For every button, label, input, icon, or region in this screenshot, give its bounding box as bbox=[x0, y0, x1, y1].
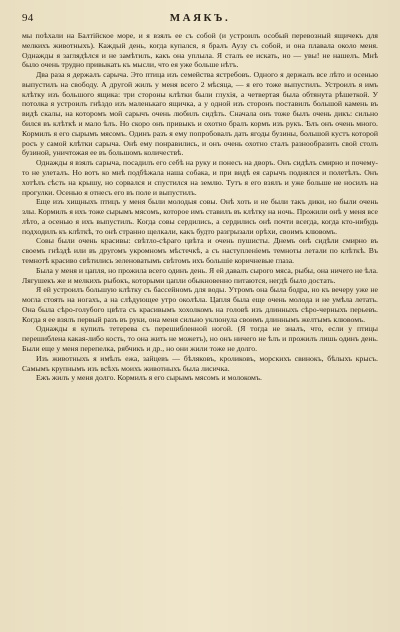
page-header bbox=[22, 12, 378, 28]
paragraph-9: Изъ животныхъ я имѣлъ ежа, зайцевъ — бѣляковъ, кроликовъ, морскихъ свинокъ, бѣлыхъ крысъ. Самымъ крупнымъ изъ всѣхъ моихъ животныхъ была лисичка. bbox=[22, 353, 378, 373]
paragraph-7: Я ей устроилъ большую клѣтку съ бассейномъ для воды. Утромъ она была бодра, но къ вечеру уже не могла стоять на ногахъ, а на слѣдующее утро околѣла. Цапля была еще очень молода и не умѣла летать. Она была сѣро-голубого цвѣта съ красивымъ хохолкомъ на головѣ изъ длинныхъ сѣро-черныхъ перьевъ. Когда я ее взялъ первый разъ въ руки, она меня сильно уклюнула своимъ длиннымъ желтымъ клювомъ. bbox=[22, 285, 378, 324]
body-text bbox=[22, 31, 378, 383]
paragraph-10: Ежъ жилъ у меня долго. Кормилъ я его сырымъ мясомъ и молокомъ. bbox=[36, 373, 262, 383]
paragraph-2: Два раза я держалъ сарыча. Это птица изъ семейства ястребовъ. Одного я держалъ все лѣто и осенью выпустилъ на свободу. А другой жилъ у меня всего 2 мѣсяца, — я его тоже выпустилъ. Устроилъ я имъ клѣтку изъ большого ящика: три стороны клѣтки были глухія, а четвертая была обтянута рѣшеткой. У потолка я устроилъ гнѣздо изъ маленькаго ящичка, а у одной изъ сторонъ поставилъ большой камень въ видѣ скалы, на которомъ мой сарычъ очень любилъ сидѣть. Сначала онъ тоже былъ очень дикъ: сильно бился въ клѣткѣ и мало ѣлъ. Но скоро онъ привыкъ и охотно бралъ кормъ изъ рукъ. Ѣлъ онъ очень много. Кормилъ я его сырымъ мясомъ. Одинъ разъ я ему попробовалъ дать ягоды бузины, большой кустъ которой росъ у самой клѣтки сарыча. Онѣ ему понравились, и онъ очень охотно сталъ разнообразить свой столъ бузиной, уничтожая ее въ большомъ количествѣ. bbox=[22, 70, 378, 158]
paragraph-4: Еще изъ хищныхъ птицъ у меня были молодыя совы. Онѣ хоть и не были такъ дики, но были очень злы. Кормилъ я ихъ тоже сырымъ мясомъ, которое имъ ставилъ въ клѣтку на ночь. Прожили онѣ у меня все лѣто, а осенью я ихъ выпустилъ. Когда совы сердились, а сердились онѣ почти всегда, когда кто-нибудь подходилъ къ клѣткѣ, то онѣ странно щелкали, какъ будто разгрызали орѣхи, своимъ клювомъ. bbox=[22, 197, 378, 236]
paragraph-5: Совы были очень красивы: свѣтло-сѣраго цвѣта и очень пушисты. Днемъ онѣ сидѣли смирно въ своемъ гнѣздѣ или въ другомъ укромномъ мѣстечкѣ, а съ наступленіемъ темноты летали по клѣткѣ. Въ темнотѣ красиво свѣтились зеленоватымъ свѣтомъ ихъ большіе коричневые глаза. bbox=[22, 236, 378, 265]
running-title: МАЯКЪ. bbox=[169, 12, 231, 24]
paragraph-6: Была у меня и цапля, но прожила всего одинъ день. Я ей давалъ сырого мяса, рыбы, она ничего не ѣла. Лягушекъ же и мелкихъ рыбокъ, которыми цапли обыкновенно питаются, негдѣ было достать. bbox=[22, 265, 378, 285]
paragraph-1: мы поѣхали на Балтійское море, и я взялъ ее съ собой (и устроилъ особый перевозный ящичекъ для мелкихъ животныхъ). Каждый день, когда купался, я бралъ Аузу съ собой, и она плавала около меня. Однажды я заглядѣлся и не замѣтилъ, какъ она уплыла. Я сталъ ее искать, но — увы! не нашелъ. Мнѣ было очень трудно привыкать къ мысли, что ея уже больше нѣтъ. bbox=[22, 31, 378, 70]
paragraph-3: Однажды я взялъ сарыча, посадилъ его себѣ на руку и понесъ на дворъ. Онъ сидѣлъ смирно и почему-то не улеталъ. Но вотъ ко мнѣ подбѣжала наша собака, и при видѣ ея сарычъ поднялся и полетѣлъ. Онъ хотѣлъ сѣсть на крышу, но сорвался и спустился на землю. Тутъ я его взялъ и уже больше не носилъ на прогулки. Осенью я отнесъ его въ поле и выпустилъ. bbox=[22, 158, 378, 197]
page-number: 94 bbox=[22, 12, 34, 24]
paragraph-8: Однажды я купилъ тетерева съ перешибленной ногой. (Я тогда не зналъ, что, если у птицы перешиблена какая-либо кость, то она жить не можетъ), но онъ ничего не ѣлъ и прожилъ лишь одинъ день. Были еще у меня перепелка, рябчикъ и др., но они жили тоже не долго. bbox=[22, 324, 378, 353]
